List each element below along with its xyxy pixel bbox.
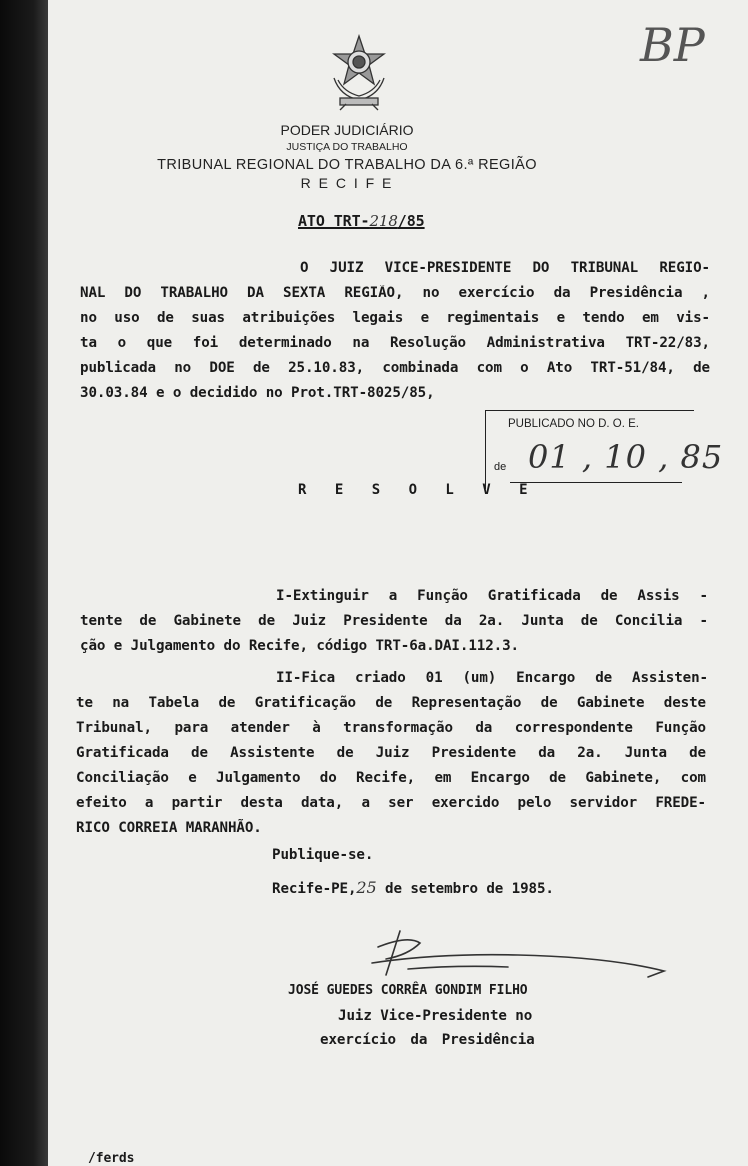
preamble-line: publicada no DOE de 25.10.83, combinada com o Ato TRT-51/84, de	[80, 360, 710, 376]
header-recife: R E C I F E	[300, 175, 394, 191]
item1-line: tente de Gabinete de Juiz Presidente da 2a. Junta de Concilia -	[80, 613, 708, 629]
preamble-line: 30.03.84 e o decidido no Prot.TRT-8025/85,	[80, 385, 435, 401]
date-prefix: Recife-PE,	[272, 881, 357, 897]
item2-line: Gratificada de Assistente de Juiz Presidente da 2a. Junta de	[76, 745, 706, 761]
item1-line: ção e Julgamento do Recife, código TRT-6a.DAI.112.3.	[80, 638, 519, 654]
publication-stamp-title: PUBLICADO NO D. O. E.	[508, 418, 639, 430]
act-title-suffix: /85	[397, 212, 425, 230]
item2-line: efeito a partir desta data, a ser exercido pelo servidor FREDE-	[76, 795, 706, 811]
coat-of-arms-emblem	[326, 34, 392, 112]
header-justica-trabalho: JUSTIÇA DO TRABALHO	[286, 141, 408, 153]
preamble-line: ta o que foi determinado na Resolução Administrativa TRT-22/83,	[80, 335, 710, 351]
item2-line: II-Fica criado 01 (um) Encargo de Assisten-	[276, 670, 708, 686]
date-line	[272, 878, 554, 897]
signatory-title-line2: exercício da Presidência	[320, 1032, 535, 1048]
handwritten-signature	[348, 925, 678, 985]
date-day-handwritten: 25	[356, 878, 377, 897]
preamble-line: O JUIZ VICE-PRESIDENTE DO TRIBUNAL REGIO-	[300, 260, 710, 276]
item2-line: RICO CORREIA MARANHÃO.	[76, 820, 262, 836]
item2-line: te na Tabela de Gratificação de Representação de Gabinete deste	[76, 695, 706, 711]
preamble-line: no uso de suas atribuições legais e regimentais e tendo em vis-	[80, 310, 710, 326]
preamble-line: NAL DO TRABALHO DA SEXTA REGIÃO, no exercício da Presidência ,	[80, 285, 710, 301]
act-title	[298, 212, 425, 230]
act-number-handwritten: 218	[369, 212, 398, 230]
signatory-title-line1: Juiz Vice-Presidente no	[338, 1008, 533, 1024]
stamp-de-label: de	[494, 461, 507, 473]
header-tribunal-regional: TRIBUNAL REGIONAL DO TRABALHO DA 6.ª REGIÃO	[157, 157, 537, 173]
stamp-date-handwritten: 01 , 10 , 85	[528, 438, 724, 476]
item1-line: I-Extinguir a Função Gratificada de Assis -	[276, 588, 708, 604]
resolve-heading: R E S O L V E	[298, 482, 538, 498]
item2-line: Conciliação e Julgamento do Recife, em Encargo de Gabinete, com	[76, 770, 706, 786]
handwritten-tag: BP	[640, 18, 705, 72]
item2-line: Tribunal, para atender à transformação da correspondente Função	[76, 720, 706, 736]
date-suffix: de setembro de 1985.	[376, 881, 554, 897]
document-page	[48, 0, 748, 1166]
book-binding-edge	[0, 0, 48, 1166]
signatory-name: JOSÉ GUEDES CORRÊA GONDIM FILHO	[288, 983, 528, 998]
publique-se: Publique-se.	[272, 847, 374, 863]
act-title-prefix: ATO TRT-	[298, 212, 370, 230]
footer-initials: /ferds	[88, 1151, 135, 1166]
header-poder-judiciario: PODER JUDICIÁRIO	[280, 122, 414, 138]
